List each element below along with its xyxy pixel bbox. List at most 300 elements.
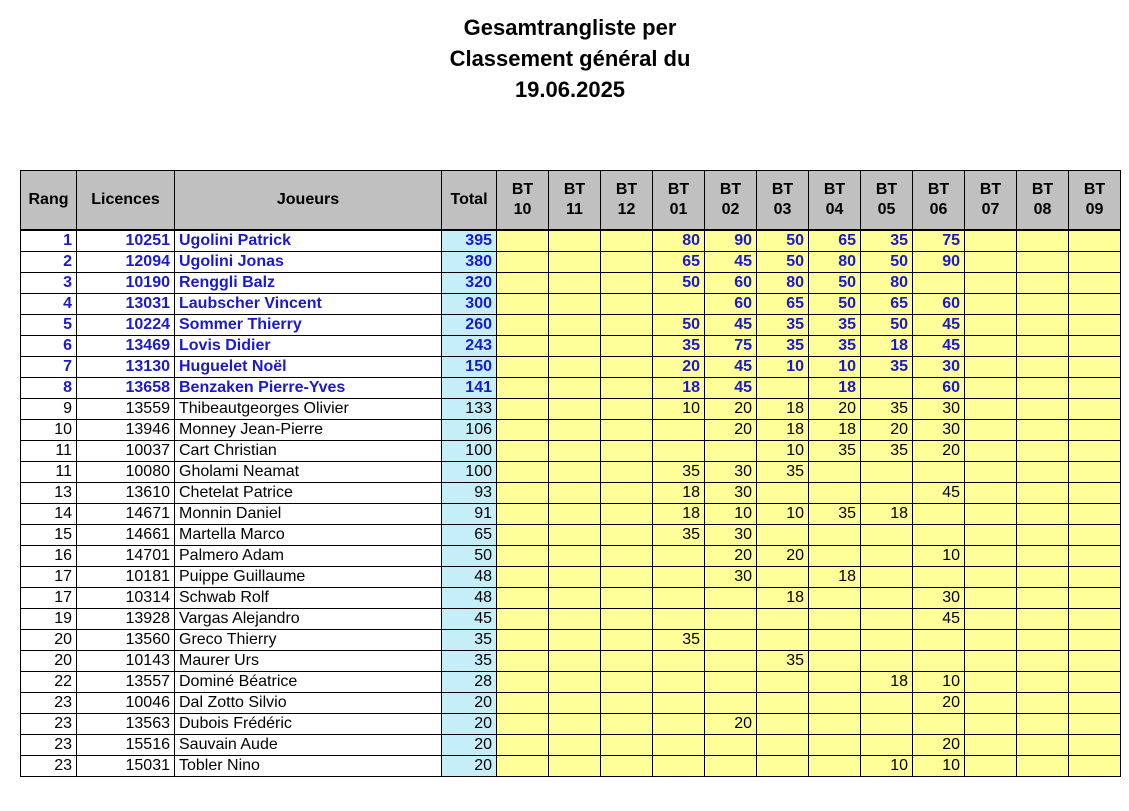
points-cell-11 xyxy=(549,525,601,546)
points-cell-01: 10 xyxy=(653,399,705,420)
licence-cell: 12094 xyxy=(77,252,175,273)
points-cell-03: 50 xyxy=(757,230,809,252)
points-cell-08 xyxy=(1017,546,1069,567)
points-cell-11 xyxy=(549,462,601,483)
points-cell-09 xyxy=(1069,609,1121,630)
rank-cell: 14 xyxy=(21,504,77,525)
header-round-prefix: BT xyxy=(823,181,846,198)
player-name-cell: Thibeautgeorges Olivier xyxy=(175,399,442,420)
header-round-06 xyxy=(913,171,965,231)
table-header xyxy=(21,171,1121,231)
table-row xyxy=(21,273,1121,294)
points-cell-02: 20 xyxy=(705,420,757,441)
points-cell-03: 20 xyxy=(757,546,809,567)
points-cell-10 xyxy=(497,546,549,567)
points-cell-01 xyxy=(653,672,705,693)
header-round-prefix: BT xyxy=(771,181,794,198)
table-row xyxy=(21,378,1121,399)
points-cell-02: 90 xyxy=(705,230,757,252)
points-cell-06 xyxy=(913,567,965,588)
points-cell-03: 10 xyxy=(757,504,809,525)
header-round-prefix: BT xyxy=(875,181,898,198)
title-line-2: Classement général du xyxy=(449,46,691,71)
points-cell-12 xyxy=(601,315,653,336)
header-round-05 xyxy=(861,171,913,231)
points-cell-11 xyxy=(549,504,601,525)
points-cell-12 xyxy=(601,630,653,651)
points-cell-02: 60 xyxy=(705,294,757,315)
points-cell-05 xyxy=(861,630,913,651)
header-round-11 xyxy=(549,171,601,231)
points-cell-11 xyxy=(549,294,601,315)
points-cell-12 xyxy=(601,672,653,693)
points-cell-06: 20 xyxy=(913,735,965,756)
table-row xyxy=(21,672,1121,693)
points-cell-08 xyxy=(1017,252,1069,273)
player-name-cell: Monney Jean-Pierre xyxy=(175,420,442,441)
points-cell-02: 45 xyxy=(705,315,757,336)
points-cell-04 xyxy=(809,672,861,693)
points-cell-12 xyxy=(601,693,653,714)
points-cell-05 xyxy=(861,651,913,672)
points-cell-11 xyxy=(549,714,601,735)
table-row xyxy=(21,420,1121,441)
points-cell-01: 18 xyxy=(653,378,705,399)
rank-cell: 3 xyxy=(21,273,77,294)
points-cell-12 xyxy=(601,735,653,756)
points-cell-06: 45 xyxy=(913,315,965,336)
points-cell-10 xyxy=(497,735,549,756)
points-cell-06: 30 xyxy=(913,420,965,441)
rank-cell: 23 xyxy=(21,714,77,735)
points-cell-11 xyxy=(549,357,601,378)
points-cell-11 xyxy=(549,567,601,588)
points-cell-07 xyxy=(965,546,1017,567)
header-round-number: 05 xyxy=(877,201,896,218)
points-cell-10 xyxy=(497,672,549,693)
rank-cell: 23 xyxy=(21,693,77,714)
points-cell-12 xyxy=(601,399,653,420)
points-cell-05: 35 xyxy=(861,357,913,378)
rank-cell: 4 xyxy=(21,294,77,315)
points-cell-02: 75 xyxy=(705,336,757,357)
points-cell-11 xyxy=(549,693,601,714)
points-cell-10 xyxy=(497,294,549,315)
points-cell-04: 10 xyxy=(809,357,861,378)
points-cell-11 xyxy=(549,336,601,357)
points-cell-11 xyxy=(549,672,601,693)
points-cell-09 xyxy=(1069,230,1121,252)
points-cell-02 xyxy=(705,651,757,672)
table-row xyxy=(21,294,1121,315)
points-cell-07 xyxy=(965,609,1017,630)
points-cell-01 xyxy=(653,567,705,588)
points-cell-02 xyxy=(705,756,757,777)
points-cell-09 xyxy=(1069,651,1121,672)
table-row xyxy=(21,651,1121,672)
points-cell-03 xyxy=(757,756,809,777)
points-cell-04 xyxy=(809,546,861,567)
points-cell-02 xyxy=(705,630,757,651)
points-cell-03 xyxy=(757,567,809,588)
points-cell-02: 10 xyxy=(705,504,757,525)
points-cell-04: 35 xyxy=(809,441,861,462)
table-row xyxy=(21,756,1121,777)
total-cell: 48 xyxy=(442,567,497,588)
points-cell-03: 35 xyxy=(757,336,809,357)
points-cell-06: 10 xyxy=(913,546,965,567)
licence-cell: 13469 xyxy=(77,336,175,357)
points-cell-12 xyxy=(601,357,653,378)
points-cell-02 xyxy=(705,693,757,714)
table-row xyxy=(21,693,1121,714)
points-cell-06: 45 xyxy=(913,609,965,630)
points-cell-02: 20 xyxy=(705,399,757,420)
points-cell-08 xyxy=(1017,336,1069,357)
points-cell-11 xyxy=(549,230,601,252)
points-cell-01 xyxy=(653,420,705,441)
points-cell-05: 35 xyxy=(861,441,913,462)
points-cell-01: 35 xyxy=(653,462,705,483)
points-cell-04 xyxy=(809,462,861,483)
points-cell-09 xyxy=(1069,315,1121,336)
points-cell-11 xyxy=(549,315,601,336)
total-cell: 100 xyxy=(442,462,497,483)
header-round-number: 06 xyxy=(929,201,948,218)
points-cell-06: 10 xyxy=(913,756,965,777)
points-cell-09 xyxy=(1069,357,1121,378)
rank-cell: 2 xyxy=(21,252,77,273)
points-cell-09 xyxy=(1069,252,1121,273)
points-cell-09 xyxy=(1069,441,1121,462)
points-cell-04: 80 xyxy=(809,252,861,273)
points-cell-01 xyxy=(653,609,705,630)
header-round-prefix: BT xyxy=(719,181,742,198)
points-cell-10 xyxy=(497,609,549,630)
header-round-09 xyxy=(1069,171,1121,231)
rank-cell: 11 xyxy=(21,441,77,462)
points-cell-03: 10 xyxy=(757,441,809,462)
points-cell-09 xyxy=(1069,735,1121,756)
licence-cell: 13557 xyxy=(77,672,175,693)
header-round-prefix: BT xyxy=(1083,181,1106,198)
points-cell-04 xyxy=(809,483,861,504)
rank-cell: 5 xyxy=(21,315,77,336)
header-round-prefix: BT xyxy=(563,181,586,198)
points-cell-10 xyxy=(497,483,549,504)
points-cell-09 xyxy=(1069,630,1121,651)
header-round-prefix: BT xyxy=(1031,181,1054,198)
player-name-cell: Cart Christian xyxy=(175,441,442,462)
points-cell-04: 65 xyxy=(809,230,861,252)
points-cell-02: 30 xyxy=(705,462,757,483)
player-name-cell: Monnin Daniel xyxy=(175,504,442,525)
header-round-prefix: BT xyxy=(667,181,690,198)
points-cell-09 xyxy=(1069,483,1121,504)
points-cell-03 xyxy=(757,735,809,756)
player-name-cell: Tobler Nino xyxy=(175,756,442,777)
points-cell-08 xyxy=(1017,273,1069,294)
points-cell-11 xyxy=(549,609,601,630)
points-cell-09 xyxy=(1069,672,1121,693)
points-cell-06 xyxy=(913,273,965,294)
points-cell-04 xyxy=(809,714,861,735)
player-name-cell: Renggli Balz xyxy=(175,273,442,294)
rank-cell: 8 xyxy=(21,378,77,399)
points-cell-12 xyxy=(601,420,653,441)
points-cell-05: 35 xyxy=(861,399,913,420)
table-row xyxy=(21,252,1121,273)
player-name-cell: Sommer Thierry xyxy=(175,315,442,336)
header-round-03 xyxy=(757,171,809,231)
rank-cell: 17 xyxy=(21,588,77,609)
points-cell-04: 20 xyxy=(809,399,861,420)
points-cell-04 xyxy=(809,693,861,714)
points-cell-02 xyxy=(705,735,757,756)
points-cell-12 xyxy=(601,378,653,399)
rank-cell: 7 xyxy=(21,357,77,378)
points-cell-10 xyxy=(497,651,549,672)
points-cell-02: 45 xyxy=(705,252,757,273)
points-cell-10 xyxy=(497,230,549,252)
player-name-cell: Ugolini Jonas xyxy=(175,252,442,273)
points-cell-05 xyxy=(861,693,913,714)
points-cell-01: 65 xyxy=(653,252,705,273)
points-cell-03: 80 xyxy=(757,273,809,294)
rank-cell: 17 xyxy=(21,567,77,588)
points-cell-04: 18 xyxy=(809,378,861,399)
points-cell-02: 60 xyxy=(705,273,757,294)
licence-cell: 10314 xyxy=(77,588,175,609)
points-cell-07 xyxy=(965,588,1017,609)
points-cell-07 xyxy=(965,357,1017,378)
points-cell-06: 20 xyxy=(913,693,965,714)
points-cell-08 xyxy=(1017,567,1069,588)
points-cell-07 xyxy=(965,294,1017,315)
player-name-cell: Dominé Béatrice xyxy=(175,672,442,693)
points-cell-06: 10 xyxy=(913,672,965,693)
total-cell: 28 xyxy=(442,672,497,693)
player-name-cell: Gholami Neamat xyxy=(175,462,442,483)
header-round-12 xyxy=(601,171,653,231)
points-cell-11 xyxy=(549,378,601,399)
points-cell-08 xyxy=(1017,693,1069,714)
points-cell-09 xyxy=(1069,756,1121,777)
points-cell-04 xyxy=(809,588,861,609)
points-cell-08 xyxy=(1017,756,1069,777)
licence-cell: 13563 xyxy=(77,714,175,735)
header-round-02 xyxy=(705,171,757,231)
points-cell-01 xyxy=(653,756,705,777)
total-cell: 100 xyxy=(442,441,497,462)
table-row xyxy=(21,546,1121,567)
points-cell-05: 18 xyxy=(861,672,913,693)
points-cell-06: 30 xyxy=(913,399,965,420)
licence-cell: 10251 xyxy=(77,230,175,252)
points-cell-03: 10 xyxy=(757,357,809,378)
points-cell-03: 50 xyxy=(757,252,809,273)
table-row xyxy=(21,630,1121,651)
points-cell-04: 35 xyxy=(809,315,861,336)
total-cell: 243 xyxy=(442,336,497,357)
licence-cell: 10046 xyxy=(77,693,175,714)
points-cell-06: 75 xyxy=(913,230,965,252)
points-cell-08 xyxy=(1017,483,1069,504)
licence-cell: 13031 xyxy=(77,294,175,315)
player-name-cell: Ugolini Patrick xyxy=(175,230,442,252)
header-round-number: 09 xyxy=(1085,201,1104,218)
points-cell-07 xyxy=(965,567,1017,588)
points-cell-03 xyxy=(757,714,809,735)
licence-cell: 15031 xyxy=(77,756,175,777)
points-cell-10 xyxy=(497,420,549,441)
licence-cell: 13610 xyxy=(77,483,175,504)
points-cell-06: 60 xyxy=(913,378,965,399)
licence-cell: 13658 xyxy=(77,378,175,399)
points-cell-11 xyxy=(549,252,601,273)
points-cell-03: 18 xyxy=(757,420,809,441)
points-cell-03: 35 xyxy=(757,651,809,672)
rank-cell: 13 xyxy=(21,483,77,504)
points-cell-11 xyxy=(549,735,601,756)
licence-cell: 13559 xyxy=(77,399,175,420)
table-row xyxy=(21,588,1121,609)
points-cell-07 xyxy=(965,230,1017,252)
total-cell: 20 xyxy=(442,756,497,777)
points-cell-08 xyxy=(1017,714,1069,735)
points-cell-04 xyxy=(809,630,861,651)
player-name-cell: Palmero Adam xyxy=(175,546,442,567)
points-cell-12 xyxy=(601,504,653,525)
rank-cell: 6 xyxy=(21,336,77,357)
points-cell-05 xyxy=(861,462,913,483)
points-cell-10 xyxy=(497,504,549,525)
rank-cell: 15 xyxy=(21,525,77,546)
points-cell-12 xyxy=(601,567,653,588)
points-cell-03 xyxy=(757,525,809,546)
rank-cell: 23 xyxy=(21,756,77,777)
document-title xyxy=(0,12,1129,105)
player-name-cell: Benzaken Pierre-Yves xyxy=(175,378,442,399)
points-cell-03: 35 xyxy=(757,315,809,336)
points-cell-08 xyxy=(1017,357,1069,378)
licence-cell: 10181 xyxy=(77,567,175,588)
points-cell-08 xyxy=(1017,588,1069,609)
points-cell-12 xyxy=(601,273,653,294)
points-cell-01 xyxy=(653,651,705,672)
points-cell-05: 10 xyxy=(861,756,913,777)
points-cell-04 xyxy=(809,756,861,777)
header-licences: Licences xyxy=(77,171,175,231)
points-cell-06: 30 xyxy=(913,588,965,609)
points-cell-10 xyxy=(497,567,549,588)
licence-cell: 10037 xyxy=(77,441,175,462)
points-cell-12 xyxy=(601,525,653,546)
points-cell-10 xyxy=(497,336,549,357)
table-row xyxy=(21,441,1121,462)
title-date: 19.06.2025 xyxy=(514,77,626,102)
points-cell-06: 60 xyxy=(913,294,965,315)
points-cell-10 xyxy=(497,756,549,777)
header-round-prefix: BT xyxy=(979,181,1002,198)
table-row xyxy=(21,525,1121,546)
points-cell-06: 30 xyxy=(913,357,965,378)
points-cell-07 xyxy=(965,420,1017,441)
points-cell-06 xyxy=(913,651,965,672)
player-name-cell: Lovis Didier xyxy=(175,336,442,357)
points-cell-03 xyxy=(757,672,809,693)
rank-cell: 23 xyxy=(21,735,77,756)
points-cell-05 xyxy=(861,735,913,756)
rank-cell: 22 xyxy=(21,672,77,693)
header-round-04 xyxy=(809,171,861,231)
points-cell-08 xyxy=(1017,399,1069,420)
player-name-cell: Sauvain Aude xyxy=(175,735,442,756)
points-cell-09 xyxy=(1069,399,1121,420)
points-cell-01: 18 xyxy=(653,483,705,504)
points-cell-11 xyxy=(549,651,601,672)
player-name-cell: Laubscher Vincent xyxy=(175,294,442,315)
total-cell: 133 xyxy=(442,399,497,420)
points-cell-08 xyxy=(1017,630,1069,651)
points-cell-11 xyxy=(549,630,601,651)
player-name-cell: Greco Thierry xyxy=(175,630,442,651)
points-cell-11 xyxy=(549,756,601,777)
points-cell-06: 45 xyxy=(913,336,965,357)
header-total: Total xyxy=(442,171,497,231)
total-cell: 380 xyxy=(442,252,497,273)
points-cell-02: 30 xyxy=(705,483,757,504)
points-cell-07 xyxy=(965,756,1017,777)
points-cell-10 xyxy=(497,357,549,378)
points-cell-12 xyxy=(601,294,653,315)
points-cell-06 xyxy=(913,714,965,735)
table-row xyxy=(21,230,1121,252)
points-cell-08 xyxy=(1017,504,1069,525)
total-cell: 106 xyxy=(442,420,497,441)
licence-cell: 10224 xyxy=(77,315,175,336)
points-cell-03: 18 xyxy=(757,399,809,420)
points-cell-08 xyxy=(1017,462,1069,483)
total-cell: 20 xyxy=(442,714,497,735)
points-cell-04: 35 xyxy=(809,336,861,357)
points-cell-05: 65 xyxy=(861,294,913,315)
points-cell-04: 35 xyxy=(809,504,861,525)
points-cell-08 xyxy=(1017,525,1069,546)
points-cell-08 xyxy=(1017,735,1069,756)
header-round-number: 12 xyxy=(617,201,636,218)
title-line-1: Gesamtrangliste per xyxy=(463,15,677,40)
licence-cell: 10080 xyxy=(77,462,175,483)
points-cell-09 xyxy=(1069,714,1121,735)
points-cell-10 xyxy=(497,378,549,399)
points-cell-07 xyxy=(965,273,1017,294)
header-round-07 xyxy=(965,171,1017,231)
points-cell-09 xyxy=(1069,462,1121,483)
ranking-table xyxy=(20,170,1121,777)
table-row xyxy=(21,483,1121,504)
points-cell-11 xyxy=(549,273,601,294)
table-row xyxy=(21,609,1121,630)
points-cell-06: 90 xyxy=(913,252,965,273)
header-rang: Rang xyxy=(21,171,77,231)
points-cell-04 xyxy=(809,525,861,546)
points-cell-07 xyxy=(965,504,1017,525)
rank-cell: 11 xyxy=(21,462,77,483)
points-cell-06: 20 xyxy=(913,441,965,462)
licence-cell: 10143 xyxy=(77,651,175,672)
points-cell-09 xyxy=(1069,336,1121,357)
